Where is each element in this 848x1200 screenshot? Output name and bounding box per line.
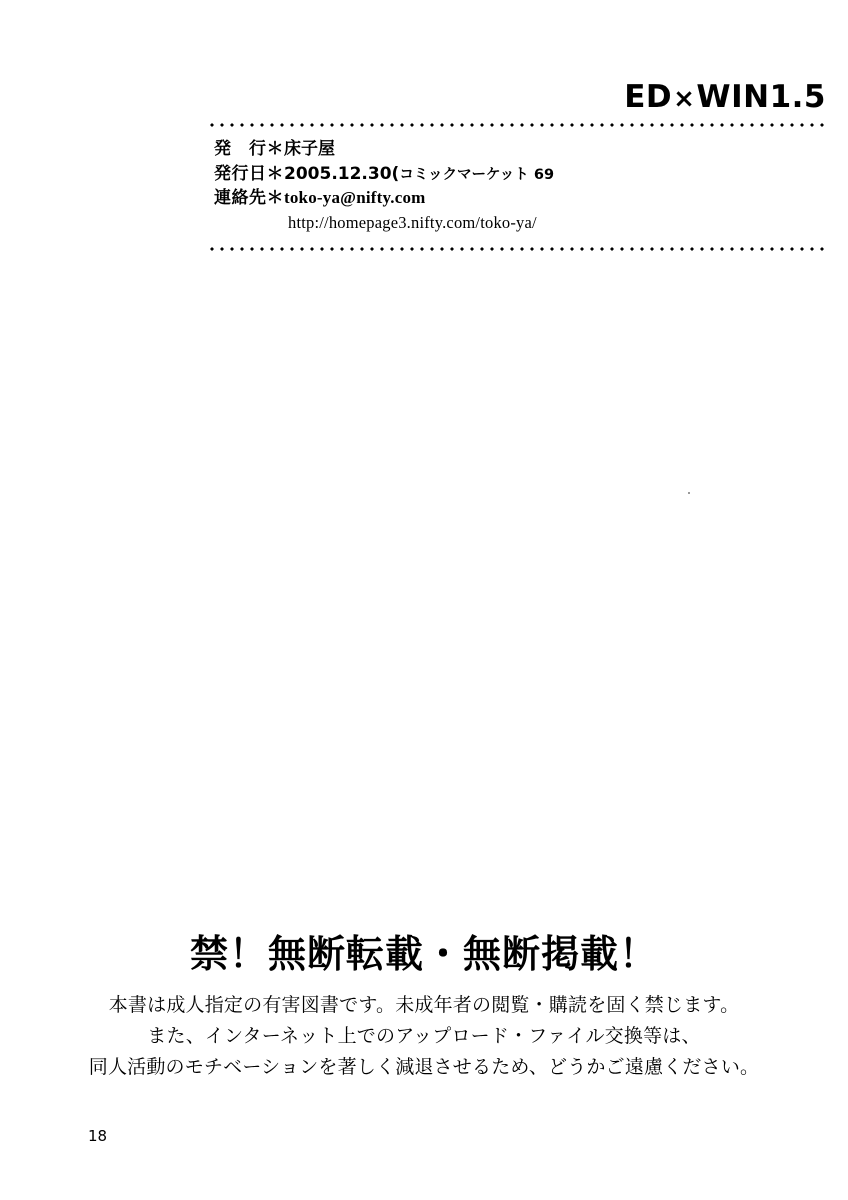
notice-heading: 禁！無断転載・無断掲載！ bbox=[189, 931, 658, 976]
page-number: 18 bbox=[88, 1127, 108, 1145]
publication-title bbox=[210, 80, 826, 114]
contact-email: toko-ya@nifty.com bbox=[284, 188, 426, 208]
publisher-label: 発 行＊ bbox=[214, 139, 284, 160]
title-times-symbol: × bbox=[673, 84, 696, 114]
publisher-name: 床子屋 bbox=[284, 139, 335, 160]
notice-line-3: 同人活動のモチベーションを著しく減退させるため、どうかご遠慮ください。 bbox=[88, 1056, 760, 1079]
notice-body bbox=[0, 990, 848, 1084]
title-main: ED bbox=[624, 79, 673, 115]
dotted-divider-bottom bbox=[210, 247, 830, 251]
colophon-lines bbox=[210, 127, 830, 239]
copyright-notice-block bbox=[0, 930, 848, 1084]
contact-label: 連絡先＊ bbox=[214, 188, 284, 209]
date-label: 発行日＊ bbox=[214, 163, 284, 184]
event-name: コミックマーケット 69 bbox=[399, 166, 555, 183]
publication-date-line bbox=[214, 162, 830, 187]
notice-line-2: また、インターネット上でのアップロード・ファイル交換等は、 bbox=[147, 1024, 701, 1047]
notice-line-1: 本書は成人指定の有害図書です。未成年者の閲覧・購読を固く禁じます。 bbox=[108, 993, 740, 1016]
title-tail: WIN1.5 bbox=[696, 79, 826, 115]
publisher-line bbox=[214, 137, 830, 162]
website-url: http://homepage3.nifty.com/toko-ya/ bbox=[288, 213, 537, 233]
colophon-block bbox=[210, 80, 830, 251]
date-value: 2005.12.30( bbox=[284, 163, 400, 184]
page-speck bbox=[688, 492, 690, 494]
contact-line bbox=[214, 186, 830, 211]
